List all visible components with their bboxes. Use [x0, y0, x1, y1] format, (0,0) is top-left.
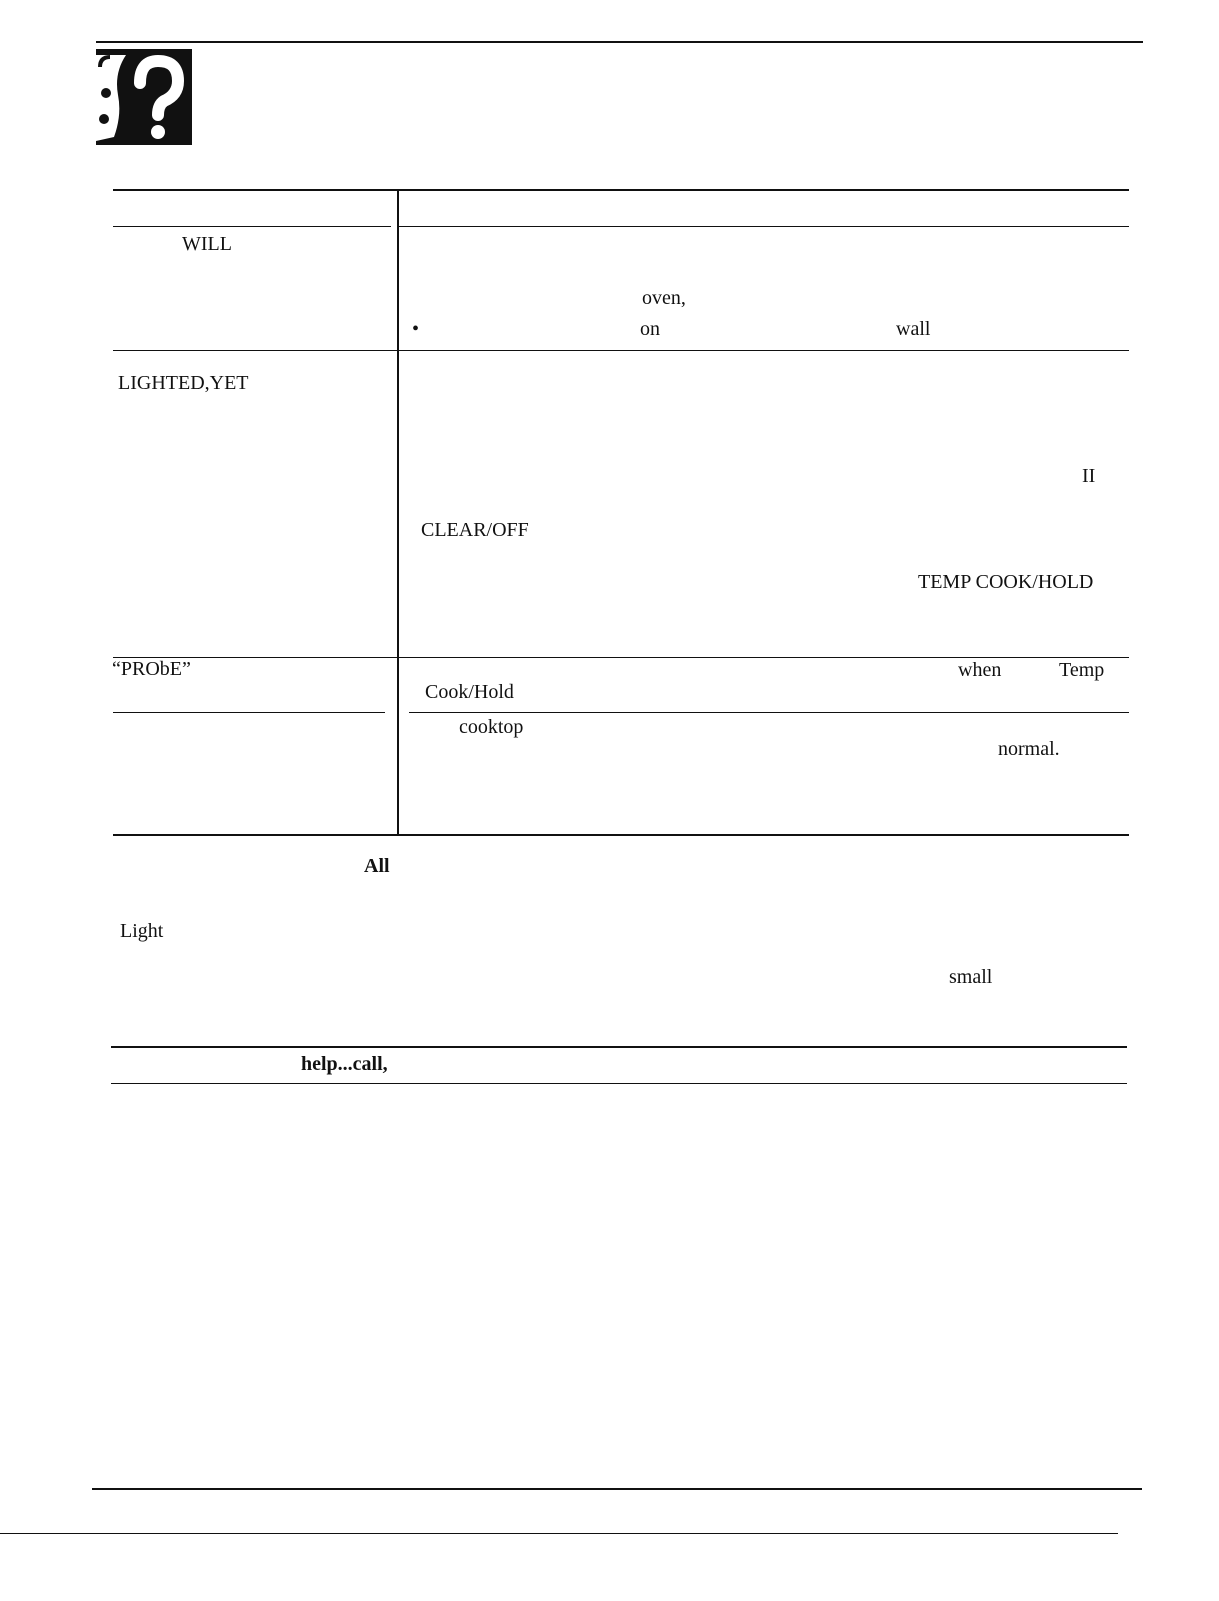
row2-left-text: LIGHTED,YET: [118, 372, 249, 394]
row1-right-text-wall: wall: [896, 318, 931, 340]
help-call-text: help...call,: [301, 1053, 388, 1075]
footer-rule: [92, 1488, 1142, 1490]
row2-rule: [113, 657, 1129, 658]
row1-rule: [113, 350, 1129, 351]
lower-all-text: All: [364, 855, 390, 877]
row3-right-text-temp: Temp: [1059, 659, 1105, 681]
row2-right-text-temp-cook-hold: TEMP COOK/HOLD: [918, 571, 1094, 593]
row3-right-text-when: when: [958, 659, 1002, 681]
footer-bottom-rule: [0, 1533, 1118, 1534]
table-header-left-rule: [113, 226, 391, 227]
help-bottom-rule: [111, 1083, 1127, 1084]
row2-right-text-ii: II: [1082, 465, 1096, 487]
header-rule: [96, 41, 1143, 43]
row2-right-text-clear-off: CLEAR/OFF: [421, 519, 529, 541]
table-top-rule: [113, 189, 1129, 191]
lower-light-text: Light: [120, 920, 164, 942]
row1-bullet: •: [412, 318, 420, 340]
table-header-right-rule: [399, 226, 1129, 227]
row1-right-text-on: on: [640, 318, 660, 340]
row3-right-rule: [409, 712, 1129, 713]
row1-right-text-oven: oven,: [642, 287, 686, 309]
row3-right-text-cook-hold: Cook/Hold: [425, 681, 514, 703]
row4-right-text-cooktop: cooktop: [459, 716, 524, 738]
row3-left-rule: [113, 712, 385, 713]
column-divider: [397, 191, 399, 834]
question-mark-face-icon: [96, 49, 192, 145]
row1-left-text: WILL: [182, 233, 232, 255]
row4-right-text-normal: normal.: [998, 738, 1060, 760]
help-top-rule: [111, 1046, 1127, 1048]
lower-small-text: small: [949, 966, 993, 988]
table-bottom-rule: [113, 834, 1129, 836]
row3-left-text: “PRObE”: [112, 658, 191, 680]
